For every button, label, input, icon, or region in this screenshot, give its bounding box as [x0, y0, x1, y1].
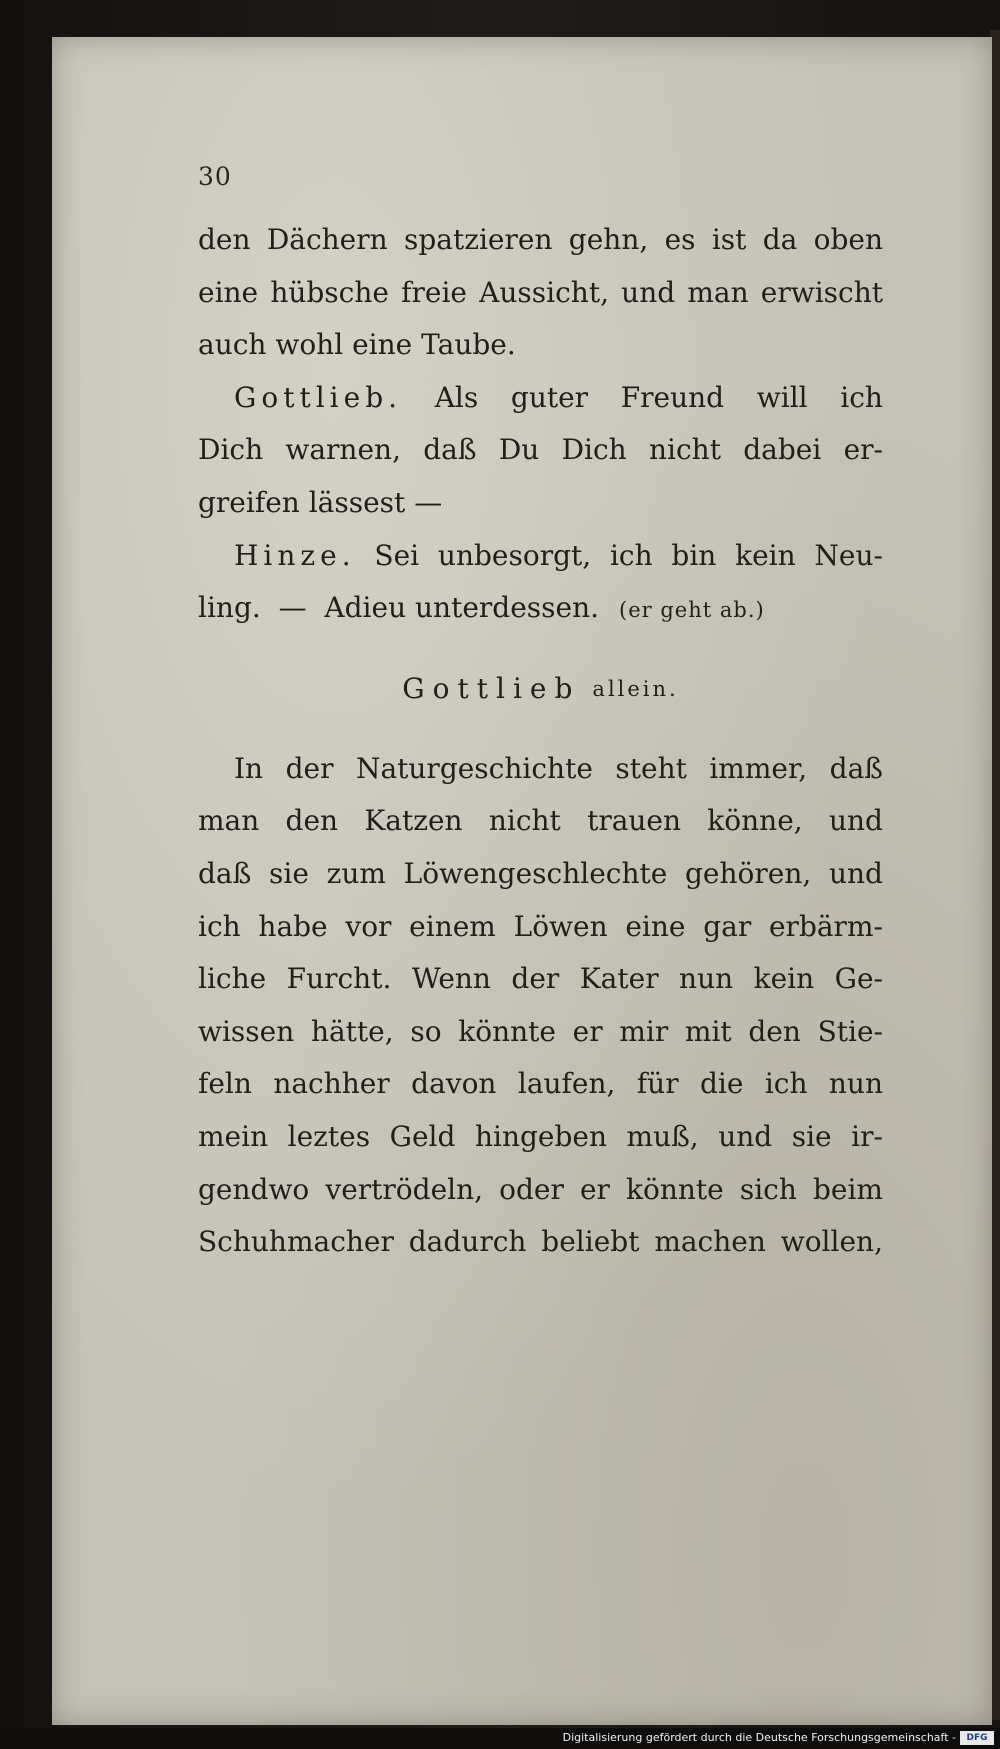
- word: wollen,: [780, 1225, 883, 1259]
- word: und: [828, 856, 883, 890]
- word: und: [718, 1119, 773, 1153]
- word: spatzieren: [403, 223, 553, 256]
- word: bin: [671, 538, 717, 572]
- word: hingeben: [474, 1119, 607, 1153]
- word: freie: [401, 275, 467, 309]
- funding-credit: Digitalisierung gefördert durch die Deutsche Forschungsgemeinschaft -: [562, 1731, 956, 1744]
- word: ist: [711, 223, 747, 256]
- word: so: [410, 1014, 442, 1048]
- word: vertrödeln,: [325, 1172, 484, 1206]
- word: könne,: [707, 804, 803, 838]
- monologue-line: [198, 953, 883, 1006]
- word: beliebt: [541, 1225, 640, 1259]
- word: ich: [609, 538, 653, 572]
- word: Katzen: [364, 804, 463, 838]
- word: ich: [198, 909, 241, 943]
- monologue-line: [198, 1111, 883, 1164]
- word: könnte: [458, 1014, 556, 1048]
- word: Taube.: [421, 328, 516, 362]
- word: vor: [345, 909, 392, 943]
- scene-heading-note: allein.: [592, 676, 679, 701]
- word: lässest: [308, 485, 406, 519]
- word: trauen: [587, 804, 682, 838]
- speaker-name: Hinze.: [234, 538, 356, 572]
- word: für: [636, 1067, 679, 1101]
- word: er: [579, 1172, 610, 1206]
- word: da: [762, 223, 798, 256]
- word: warnen,: [285, 433, 401, 467]
- speech-line: [198, 530, 883, 583]
- word: er: [572, 1014, 603, 1048]
- word: gar: [703, 909, 752, 943]
- word: dadurch: [408, 1225, 527, 1259]
- monologue-line: [198, 1058, 883, 1111]
- word: liche: [198, 962, 267, 996]
- word: eine: [198, 275, 259, 309]
- word: Schuhmacher: [198, 1225, 394, 1259]
- word: muß,: [626, 1119, 699, 1153]
- scene-heading-name: Gottlieb: [402, 672, 581, 706]
- word: immer,: [709, 751, 808, 785]
- monologue-line: [198, 743, 883, 796]
- word: erbärm-: [768, 909, 883, 943]
- word: ich: [840, 380, 883, 414]
- word: feln: [198, 1067, 252, 1101]
- monologue-line: [198, 1164, 883, 1217]
- word: Neu-: [814, 538, 883, 572]
- speech-line: [198, 424, 883, 477]
- word: kein: [735, 538, 796, 572]
- word: Du: [498, 433, 540, 467]
- word: davon: [411, 1067, 497, 1101]
- word: oben: [813, 223, 883, 256]
- word: daß: [829, 751, 883, 785]
- word: greifen: [198, 485, 300, 519]
- word: Löwen: [513, 909, 608, 943]
- word: mit: [684, 1014, 732, 1048]
- word: Adieu: [324, 591, 407, 625]
- word: Dächern: [266, 223, 388, 256]
- text-line: [198, 319, 883, 372]
- word: ling.: [198, 591, 261, 625]
- word: laufen,: [517, 1067, 616, 1101]
- word: unterdessen.: [415, 591, 600, 625]
- word: nicht: [488, 804, 561, 838]
- word: den: [748, 1014, 801, 1048]
- word: mein: [198, 1119, 269, 1153]
- word: Sei: [374, 538, 420, 572]
- speaker-name: Gottlieb.: [234, 380, 403, 414]
- word: und: [828, 804, 883, 838]
- word: beim: [812, 1172, 883, 1206]
- word: hätte,: [310, 1014, 394, 1048]
- word: Löwengeschlechte: [403, 856, 668, 890]
- word: —: [414, 485, 443, 519]
- monologue-line: [198, 1006, 883, 1059]
- word: nicht: [648, 433, 721, 467]
- scene-heading: [198, 635, 883, 743]
- word: Wenn: [411, 962, 491, 996]
- word: gendwo: [198, 1172, 310, 1206]
- word: oder: [499, 1172, 564, 1206]
- speech-line: [198, 372, 883, 425]
- word: den: [285, 804, 339, 838]
- word: —: [278, 591, 307, 625]
- stage-direction: (er geht ab.): [619, 598, 765, 623]
- word: wissen: [198, 1014, 295, 1048]
- word: wohl: [275, 328, 344, 362]
- word: ich: [764, 1067, 808, 1101]
- word: nun: [828, 1067, 883, 1101]
- text-line: [198, 267, 883, 320]
- word: einem: [409, 909, 496, 943]
- monologue-line: [198, 848, 883, 901]
- word: leztes: [287, 1119, 371, 1153]
- word: Kater: [579, 962, 659, 996]
- word: man: [198, 804, 260, 838]
- word: mir: [619, 1014, 669, 1048]
- word: dabei: [743, 433, 822, 467]
- word: Aussicht,: [479, 275, 609, 309]
- word: Naturgeschichte: [355, 751, 593, 785]
- word: nun: [679, 962, 734, 996]
- word: kein: [753, 962, 815, 996]
- word: ir-: [851, 1119, 883, 1153]
- word: sie: [791, 1119, 832, 1153]
- word: Freund: [620, 380, 725, 414]
- page-number: 30: [198, 162, 232, 191]
- word: auch: [198, 328, 267, 362]
- word: Dich: [198, 433, 264, 467]
- word: Ge-: [834, 962, 883, 996]
- speech-line: [198, 477, 883, 530]
- word: den: [198, 223, 251, 256]
- word: habe: [258, 909, 328, 943]
- word: nachher: [273, 1067, 390, 1101]
- word: Als: [434, 380, 479, 414]
- word: und: [621, 275, 676, 309]
- monologue-line: [198, 1216, 883, 1269]
- word: zum: [326, 856, 386, 890]
- word: machen: [654, 1225, 766, 1259]
- word: guter: [510, 380, 589, 414]
- word: erwischt: [760, 275, 883, 309]
- word: man: [687, 275, 749, 309]
- word: gehn,: [568, 223, 649, 256]
- word: eine: [352, 328, 413, 362]
- word: er-: [843, 433, 883, 467]
- word: sie: [269, 856, 309, 890]
- word: gehören,: [685, 856, 812, 890]
- word: die: [699, 1067, 744, 1101]
- monologue-line: [198, 795, 883, 848]
- word: daß: [423, 433, 477, 467]
- word: sich: [739, 1172, 797, 1206]
- word: Geld: [389, 1119, 456, 1153]
- word: Dich: [561, 433, 627, 467]
- word: will: [756, 380, 808, 414]
- word: es: [664, 223, 696, 256]
- word: könnte: [626, 1172, 724, 1206]
- page-text: [198, 214, 883, 1269]
- word: hübsche: [270, 275, 389, 309]
- word: der: [285, 751, 334, 785]
- word: Furcht.: [286, 962, 392, 996]
- text-line: [198, 214, 883, 267]
- word: Stie-: [817, 1014, 883, 1048]
- monologue-line: [198, 901, 883, 954]
- word: der: [511, 962, 560, 996]
- footer-bar: [0, 1728, 1000, 1749]
- word: eine: [625, 909, 686, 943]
- dfg-logo-icon: DFG: [960, 1731, 994, 1745]
- word: unbesorgt,: [437, 538, 592, 572]
- speech-line: [198, 582, 883, 635]
- word: daß: [198, 856, 252, 890]
- word: steht: [615, 751, 687, 785]
- word: In: [234, 751, 264, 785]
